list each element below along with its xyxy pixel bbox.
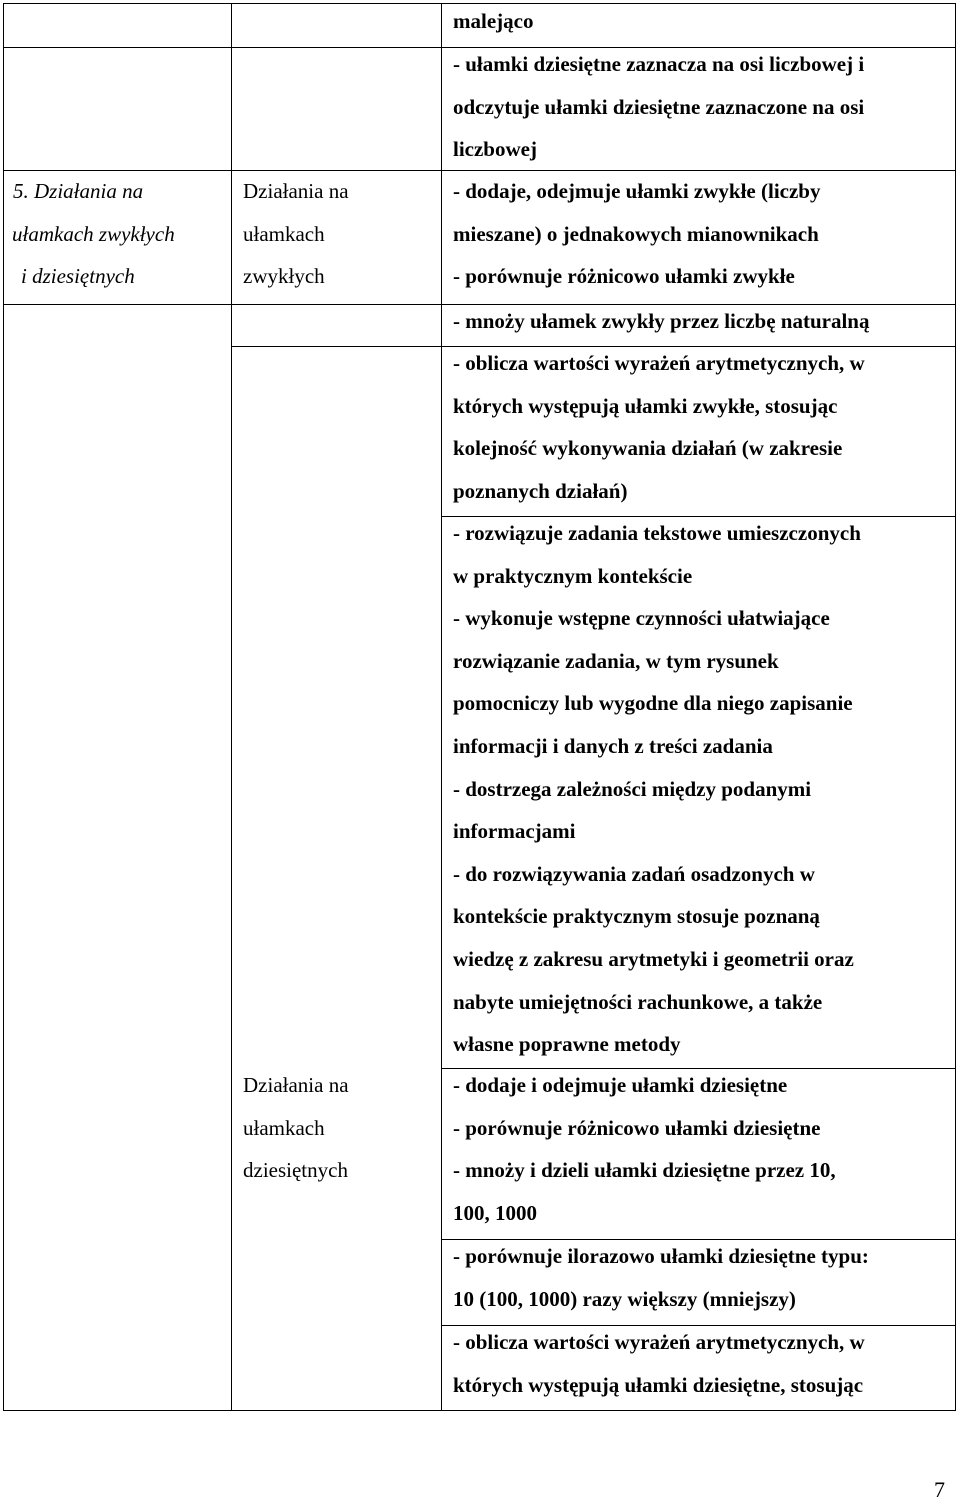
topic-line: ułamkach zwykłych	[12, 221, 175, 246]
requirement-line: - do rozwiązywania zadań osadzonych w	[453, 861, 815, 886]
requirement-line: - mnoży i dzieli ułamki dziesiętne przez 10,	[453, 1158, 836, 1183]
subtopic-line: Działania na	[243, 1073, 349, 1097]
requirement-cell	[453, 1064, 953, 1234]
requirement-line: malejąco	[453, 9, 534, 33]
subtopic-fractions-decimal	[243, 1064, 439, 1192]
subtopic-line: zwykłych	[243, 264, 325, 289]
requirement-line: mieszane) o jednakowych mianownikach	[453, 221, 819, 246]
requirement-line: - oblicza wartości wyrażeń arytmetycznych, w	[453, 1330, 865, 1354]
requirement-line: w praktycznym kontekście	[453, 563, 693, 588]
requirement-line: własne poprawne metody	[453, 1032, 681, 1057]
requirement-line: odczytuje ułamki dziesiętne zaznaczone na osi	[453, 94, 865, 119]
requirement-line: liczbowej	[453, 137, 537, 162]
requirement-line: nabyte umiejętności rachunkowe, a także	[453, 989, 823, 1014]
subtopic-column	[231, 0, 441, 1411]
requirement-line: kolejność wykonywania działań (w zakresie	[453, 436, 843, 461]
subtopic-line: dziesiętnych	[243, 1158, 348, 1183]
subtopic-line: ułamkach	[243, 221, 325, 246]
requirement-line: - porównuje ilorazowo ułamki dziesiętne typu:	[453, 1244, 869, 1268]
requirement-line: których występują ułamki dziesiętne, stosując	[453, 1372, 864, 1397]
topic-line: 5. Działania na	[13, 179, 144, 203]
requirement-line: rozwiązanie zadania, w tym rysunek	[453, 648, 779, 673]
requirement-cell	[453, 170, 953, 298]
requirement-cell	[453, 43, 953, 171]
requirements-column	[441, 0, 956, 1411]
requirement-cell	[453, 300, 953, 343]
requirement-line: - porównuje różnicowo ułamki dziesiętne	[453, 1115, 821, 1140]
requirement-line: wiedzę z zakresu arytmetyki i geometrii oraz	[453, 946, 854, 971]
requirement-line: informacjami	[453, 819, 576, 844]
subtopic-fractions-common	[243, 170, 439, 298]
requirement-line: - rozwiązuje zadania tekstowe umieszczonych	[453, 521, 861, 545]
requirement-cell	[453, 1321, 953, 1406]
requirement-line: 10 (100, 1000) razy większy (mniejszy)	[453, 1286, 796, 1311]
requirement-line: - dodaje, odejmuje ułamki zwykłe (liczby	[453, 179, 821, 203]
requirement-cell	[453, 0, 953, 43]
subtopic-line: Działania na	[243, 179, 349, 203]
requirement-line: - dodaje i odejmuje ułamki dziesiętne	[453, 1073, 788, 1097]
requirement-line: informacji i danych z treści zadania	[453, 733, 773, 758]
requirement-line: - oblicza wartości wyrażeń arytmetycznych, w	[453, 351, 865, 375]
requirement-line: kontekście praktycznym stosuje poznaną	[453, 904, 820, 929]
topic-title	[3, 170, 231, 298]
requirement-cell	[453, 1235, 953, 1320]
topic-line: i dziesiętnych	[21, 264, 135, 289]
requirement-line: których występują ułamki zwykłe, stosując	[453, 393, 838, 418]
topic-column	[3, 0, 231, 1411]
page-number: 7	[934, 1477, 945, 1502]
requirement-line: - porównuje różnicowo ułamki zwykłe	[453, 264, 795, 289]
requirement-cell	[453, 512, 953, 1066]
requirement-line: pomocniczy lub wygodne dla niego zapisanie	[453, 691, 853, 716]
requirement-line: - ułamki dziesiętne zaznacza na osi liczbowej i	[453, 52, 865, 76]
subtopic-line: ułamkach	[243, 1115, 325, 1140]
requirement-line: - mnoży ułamek zwykły przez liczbę naturalną	[453, 309, 870, 333]
requirement-cell	[453, 342, 953, 512]
requirement-line: poznanych działań)	[453, 478, 628, 503]
requirement-line: - wykonuje wstępne czynności ułatwiające	[453, 606, 830, 631]
requirement-line: - dostrzega zależności między podanymi	[453, 776, 812, 801]
requirement-line: 100, 1000	[453, 1200, 537, 1225]
